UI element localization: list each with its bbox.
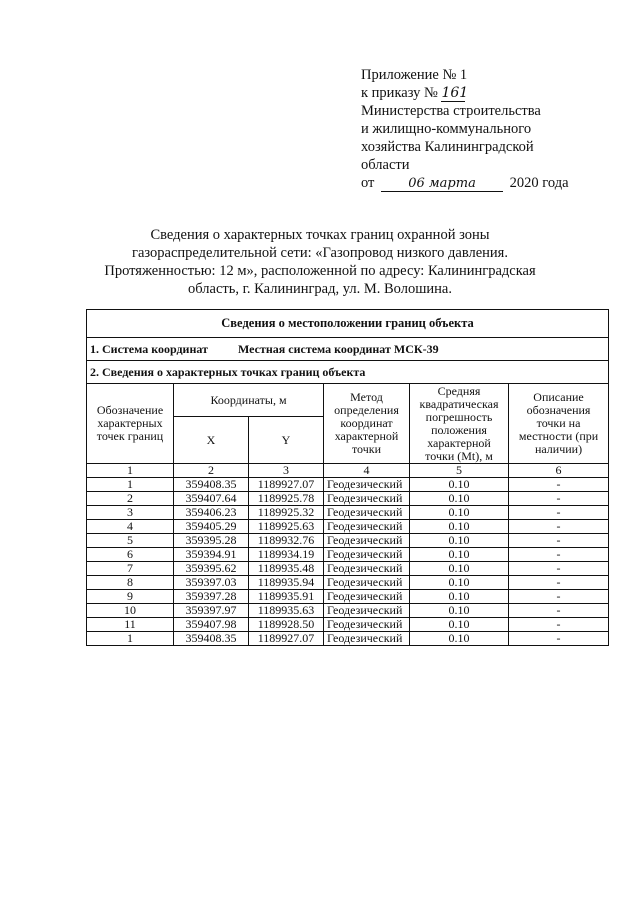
header-point: Обозначение характерных точек границ [87, 384, 174, 464]
ministry-line-2: и жилищно-коммунального [361, 121, 532, 137]
cell-method: Геодезический [324, 576, 410, 590]
cell-point: 1 [87, 478, 174, 492]
section-title: Сведения о местоположении границ объекта [87, 310, 609, 338]
cell-method: Геодезический [324, 506, 410, 520]
ministry-line-1: Министерства строительства [361, 103, 541, 119]
column-number: 4 [324, 464, 410, 478]
cell-description: - [509, 618, 609, 632]
coordinate-system-row [87, 338, 609, 361]
cell-y: 1189935.91 [249, 590, 324, 604]
cell-method: Геодезический [324, 562, 410, 576]
cell-x: 359394.91 [174, 548, 249, 562]
cell-point: 3 [87, 506, 174, 520]
cell-x: 359408.35 [174, 632, 249, 646]
column-number: 6 [509, 464, 609, 478]
cell-error: 0.10 [410, 632, 509, 646]
cell-x: 359408.35 [174, 478, 249, 492]
cell-description: - [509, 478, 609, 492]
cell-point: 6 [87, 548, 174, 562]
cell-method: Геодезический [324, 604, 410, 618]
cell-y: 1189932.76 [249, 534, 324, 548]
ministry-line-4: области [361, 157, 410, 173]
cell-point: 8 [87, 576, 174, 590]
boundary-points-table [86, 309, 609, 646]
table-row [87, 492, 609, 506]
heading-line-4: область, г. Калининград, ул. М. Волошина. [188, 281, 452, 297]
date-handwritten: 06 марта [381, 176, 503, 192]
header-x: X [174, 417, 249, 464]
header-method: Метод определения координат характерной точки [324, 384, 410, 464]
cell-error: 0.10 [410, 562, 509, 576]
coordinate-system-label: 1. Система координат [90, 341, 208, 356]
cell-method: Геодезический [324, 632, 410, 646]
table-row [87, 576, 609, 590]
table-row [87, 534, 609, 548]
column-number: 5 [410, 464, 509, 478]
table-row [87, 590, 609, 604]
cell-y: 1189928.50 [249, 618, 324, 632]
cell-y: 1189935.94 [249, 576, 324, 590]
cell-x: 359397.03 [174, 576, 249, 590]
date-line [361, 174, 601, 192]
cell-y: 1189925.63 [249, 520, 324, 534]
cell-error: 0.10 [410, 492, 509, 506]
heading-line-3: Протяженностью: 12 м», расположенной по адресу: Калининградская [104, 263, 536, 279]
table-row [87, 548, 609, 562]
cell-point: 10 [87, 604, 174, 618]
column-numbers-row [87, 464, 609, 478]
cell-y: 1189927.07 [249, 478, 324, 492]
cell-description: - [509, 520, 609, 534]
date-suffix: 2020 года [509, 175, 569, 191]
cell-error: 0.10 [410, 604, 509, 618]
cell-x: 359395.28 [174, 534, 249, 548]
header-coords: Координаты, м [174, 384, 324, 417]
cell-description: - [509, 604, 609, 618]
header-description: Описание обозначения точки на местности (при наличии) [509, 384, 609, 464]
header-error: Средняя квадратическая погрешность положения характерной точки (Mt), м [410, 384, 509, 464]
table-row [87, 478, 609, 492]
cell-error: 0.10 [410, 618, 509, 632]
cell-error: 0.10 [410, 576, 509, 590]
table-row [87, 632, 609, 646]
cell-description: - [509, 506, 609, 520]
document-heading [80, 226, 560, 298]
cell-method: Геодезический [324, 590, 410, 604]
cell-point: 9 [87, 590, 174, 604]
cell-error: 0.10 [410, 506, 509, 520]
appendix-title: Приложение № 1 [361, 67, 468, 83]
cell-point: 1 [87, 632, 174, 646]
cell-error: 0.10 [410, 534, 509, 548]
cell-description: - [509, 576, 609, 590]
cell-x: 359407.64 [174, 492, 249, 506]
cell-method: Геодезический [324, 548, 410, 562]
cell-description: - [509, 492, 609, 506]
cell-y: 1189935.63 [249, 604, 324, 618]
cell-x: 359405.29 [174, 520, 249, 534]
cell-x: 359397.28 [174, 590, 249, 604]
table-row [87, 506, 609, 520]
appendix-block [361, 66, 601, 192]
table-row [87, 604, 609, 618]
date-prefix: от [361, 175, 375, 191]
cell-point: 2 [87, 492, 174, 506]
cell-error: 0.10 [410, 590, 509, 604]
cell-point: 4 [87, 520, 174, 534]
cell-error: 0.10 [410, 520, 509, 534]
order-line [361, 84, 601, 102]
cell-y: 1189934.19 [249, 548, 324, 562]
column-number: 3 [249, 464, 324, 478]
cell-method: Геодезический [324, 618, 410, 632]
order-prefix: к приказу № [361, 85, 438, 101]
table-row [87, 520, 609, 534]
cell-point: 7 [87, 562, 174, 576]
ministry-line-3: хозяйства Калининградской [361, 139, 534, 155]
coordinate-system-value: Местная система координат МСК-39 [237, 341, 439, 356]
cell-error: 0.10 [410, 548, 509, 562]
cell-method: Геодезический [324, 492, 410, 506]
cell-description: - [509, 562, 609, 576]
cell-description: - [509, 632, 609, 646]
column-number: 2 [174, 464, 249, 478]
cell-y: 1189925.78 [249, 492, 324, 506]
points-section-title: 2. Сведения о характерных точках границ объекта [87, 361, 609, 384]
cell-point: 11 [87, 618, 174, 632]
cell-point: 5 [87, 534, 174, 548]
cell-method: Геодезический [324, 520, 410, 534]
heading-line-1: Сведения о характерных точках границ охранной зоны [150, 227, 490, 243]
table-row [87, 562, 609, 576]
header-y: Y [249, 417, 324, 464]
cell-y: 1189925.32 [249, 506, 324, 520]
column-number: 1 [87, 464, 174, 478]
cell-x: 359395.62 [174, 562, 249, 576]
cell-error: 0.10 [410, 478, 509, 492]
cell-description: - [509, 590, 609, 604]
cell-method: Геодезический [324, 534, 410, 548]
cell-y: 1189927.07 [249, 632, 324, 646]
heading-line-2: газораспределительной сети: «Газопровод низкого давления. [132, 245, 508, 261]
cell-x: 359406.23 [174, 506, 249, 520]
cell-method: Геодезический [324, 478, 410, 492]
cell-x: 359397.97 [174, 604, 249, 618]
cell-y: 1189935.48 [249, 562, 324, 576]
table-row [87, 618, 609, 632]
cell-description: - [509, 548, 609, 562]
order-number-handwritten: 161 [441, 85, 469, 101]
cell-x: 359407.98 [174, 618, 249, 632]
cell-description: - [509, 534, 609, 548]
